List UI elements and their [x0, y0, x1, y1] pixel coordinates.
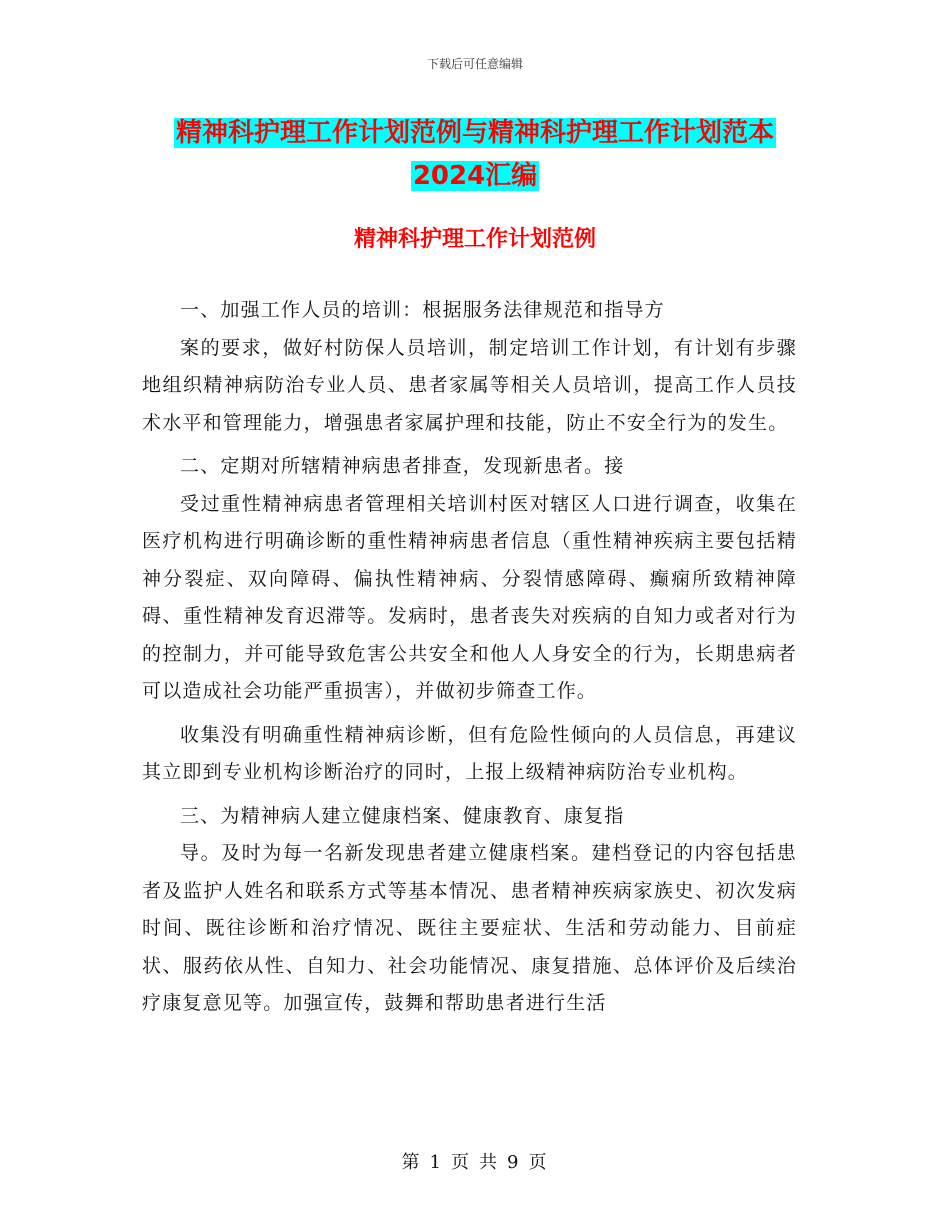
paragraph-6: 三、为精神病人建立健康档案、健康教育、康复指	[180, 804, 625, 827]
title-line-1: 精神科护理工作计划范例与精神科护理工作计划范本	[175, 118, 774, 148]
footer-page-label: 页	[451, 1152, 471, 1173]
footer-total-pages: 9	[507, 1152, 521, 1173]
footer-prefix: 第	[401, 1152, 422, 1173]
footer-page-number: 1	[429, 1152, 443, 1173]
paragraph-4: 受过重性精神病患者管理相关培训村医对辖区人口进行调查，收集在医疗机构进行明确诊断的重性精神病患者信息（重性精神疾病主要包括精神分裂症、双向障碍、偏执性精神病、分裂情感障碍、癫痫所致精神障碍、重性精神发育迟滞等。发病时，患者丧失对疾病的自知力或者对行为的控制力，并可能导致危害公共安全和他人人身安全的行为，长期患病者可以造成社会功能严重损害），并做初步筛查工作。	[142, 492, 797, 702]
document-body	[142, 292, 797, 1023]
paragraph-2: 案的要求，做好村防保人员培训，制定培训工作计划，有计划有步骤地组织精神病防治专业人员、患者家属等相关人员培训，提高工作人员技术水平和管理能力，增强患者家属护理和技能，防止不安全行为的发生。	[142, 336, 797, 434]
page-header-note: 下载后可任意编辑	[426, 57, 523, 71]
paragraph-7: 导。及时为每一名新发现患者建立健康档案。建档登记的内容包括患者及监护人姓名和联系方式等基本情况、患者精神疾病家族史、初次发病时间、既往诊断和治疗情况、既往主要症状、生活和劳动能力、目前症状、服药依从性、自知力、社会功能情况、康复措施、总体评价及后续治疗康复意见等。加强宣传，鼓舞和帮助患者进行生活	[142, 842, 797, 1014]
title-line-2: 2024汇编	[412, 161, 538, 191]
paragraph-1: 一、加强工作人员的培训：根据服务法律规范和指导方	[180, 299, 665, 321]
footer-total-label: 共	[479, 1152, 499, 1173]
footer-suffix: 页	[528, 1152, 549, 1173]
paragraph-3: 二、定期对所辖精神病患者排查，发现新患者。接	[180, 455, 625, 477]
section-heading: 精神科护理工作计划范例	[353, 227, 596, 252]
document-title	[140, 112, 810, 198]
page-footer	[0, 1148, 950, 1174]
paragraph-5: 收集没有明确重性精神病诊断，但有危险性倾向的人员信息，再建议其立即到专业机构诊断治疗的同时，上报上级精神病防治专业机构。	[142, 723, 797, 783]
